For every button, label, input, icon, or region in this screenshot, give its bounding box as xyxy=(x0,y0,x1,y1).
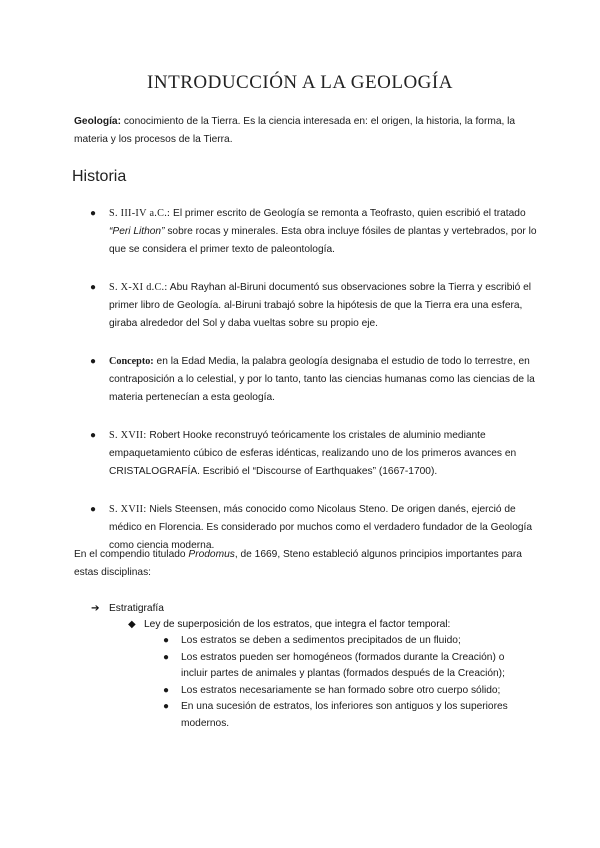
compendio-paragraph xyxy=(74,546,524,582)
history-era: S. X-XI d.C.: xyxy=(109,282,168,293)
list-item-text: En una sucesión de estratos, los inferiores son antiguos y los superiores modernos. xyxy=(181,701,508,729)
history-list xyxy=(90,205,540,575)
outline-level2-label: Ley de superposición de los estratos, que integra el factor temporal: xyxy=(144,619,451,630)
list-item-text: Los estratos se deben a sedimentos precipitados de un fluido; xyxy=(181,635,461,646)
bullet-dot-icon: ● xyxy=(163,701,170,712)
history-text: Abu Rayhan al-Biruni documentó sus observaciones sobre la Tierra y escribió el primer libro de Geología. al-Biruni trabajó sobre la hipótesis de que la Tierra era una esfera, giraba alrededor del Sol y daba vueltas sobre su propio eje. xyxy=(109,282,532,329)
compendio-text: En el compendio titulado xyxy=(74,549,189,560)
bullet-dot-icon: ● xyxy=(90,282,97,293)
list-item xyxy=(163,699,523,732)
history-text-post: sobre rocas y minerales. Esta obra incluye fósiles de plantas y vertebrados, por lo que se considera el primer texto de paleontología. xyxy=(109,226,537,255)
intro-term: Geología: xyxy=(74,116,121,127)
history-item xyxy=(90,205,540,259)
section-heading-historia: Historia xyxy=(72,168,127,185)
bullet-dot-icon: ● xyxy=(163,651,170,663)
diamond-icon: ◆ xyxy=(128,619,136,630)
outline-level2 xyxy=(128,616,450,634)
bullet-dot-icon: ● xyxy=(163,684,170,696)
bullet-dot-icon: ● xyxy=(90,208,97,219)
bullet-dot-icon: ● xyxy=(90,504,97,515)
history-text: El primer escrito de Geología se remonta a Teofrasto, quien escribió el tratado xyxy=(170,208,526,219)
compendio-text-post: , de 1669, Steno estableció algunos principios importantes para estas disciplinas: xyxy=(74,549,522,578)
history-concept-label: Concepto: xyxy=(109,356,154,367)
history-era: S. XVII: xyxy=(109,504,147,515)
history-era: S. III-IV a.C.: xyxy=(109,208,171,219)
list-item-text: Los estratos pueden ser homogéneos (formados durante la Creación) o incluir partes de animales y plantas (formados después de la Creación); xyxy=(181,651,505,679)
list-item xyxy=(163,633,523,650)
history-era: S. XVII: xyxy=(109,430,147,441)
bullet-dot-icon: ● xyxy=(90,356,97,367)
list-item xyxy=(163,650,523,683)
bullet-dot-icon: ● xyxy=(163,635,170,646)
history-text: Niels Steensen, más conocido como Nicolaus Steno. De origen danés, ejerció de médico en Florencia. Es considerado por muchos como el verdadero fundador de la Geología como ciencia moderna. xyxy=(109,504,533,551)
list-item-text: Los estratos necesariamente se han formado sobre otro cuerpo sólido; xyxy=(181,684,501,696)
outline-level1-label: Estratigrafía xyxy=(109,603,164,614)
history-text: en la Edad Media, la palabra geología designaba el estudio de todo lo terrestre, en contraposición a lo celestial, y por lo tanto, tanto las ciencias humanas como las ciencias de la materia pertenecían a esta geología. xyxy=(109,356,535,403)
compendio-title: Prodomus xyxy=(188,549,235,560)
list-item xyxy=(163,683,523,700)
document-title: INTRODUCCIÓN A LA GEOLOGÍA xyxy=(147,72,453,93)
history-item xyxy=(90,279,540,333)
bullet-dot-icon: ● xyxy=(90,430,97,441)
intro-paragraph xyxy=(74,113,534,149)
history-text: Robert Hooke reconstruyó teóricamente los cristales de aluminio mediante empaquetamiento cúbico de esferas idénticas, realizando uno de los primeros avances en CRISTALOGRAFÍA. Escribió el “Discourse of Earthquakes” (1667-1700). xyxy=(109,430,517,477)
arrow-right-icon: ➔ xyxy=(91,603,100,614)
history-italic: “Peri Lithon” xyxy=(109,226,165,237)
intro-text: conocimiento de la Tierra. Es la ciencia interesada en: el origen, la historia, la forma, la materia y los procesos de la Tierra. xyxy=(74,116,516,145)
outline-level3-list xyxy=(163,633,523,732)
history-item xyxy=(90,353,540,407)
history-item xyxy=(90,427,540,481)
